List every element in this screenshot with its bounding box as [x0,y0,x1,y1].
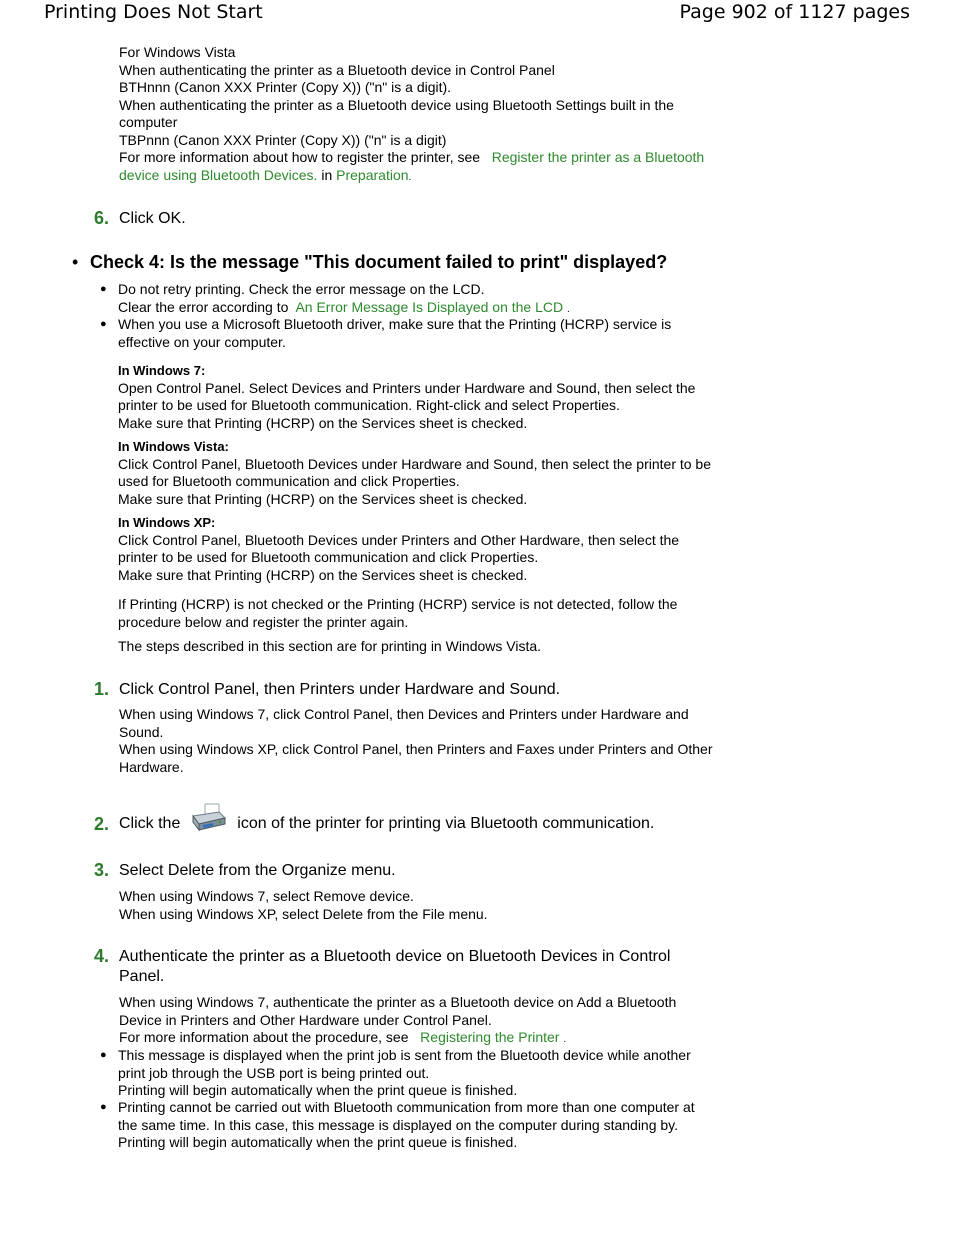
step-number-3: 3. [94,860,110,880]
text-line: BTHnnn (Canon XXX Printer (Copy X)) ("n" is a digit). [119,79,452,95]
text-line: When using Windows XP, select Delete from the File menu. [119,905,488,922]
procedure-text: For more information about the procedure, see [119,1029,409,1045]
text-line: Printing cannot be carried out with Bluetooth communication from more than one computer at [118,1099,695,1115]
text-line: printer to be used for Bluetooth communication. Right-click and select Properties. [118,397,620,413]
text-line: When using Windows 7, authenticate the printer as a Bluetooth device on Add a Bluetooth [119,994,677,1010]
windows-vista-title: In Windows Vista: [118,439,229,454]
step-2-pre: Click the [119,815,181,832]
text-line: When authenticating the printer as a Bluetooth device using Bluetooth Settings built in the [119,96,674,113]
preparation-link[interactable]: Preparation [336,166,409,183]
step-3-text: Select Delete from the Organize menu. [119,862,396,879]
step-number-4: 4. [94,946,110,966]
step-3-details [119,888,739,923]
bullet-item-2 [118,316,738,351]
bullet-dot: ● [100,318,107,330]
windows7-section [118,362,738,432]
bullet-dot: ● [100,283,107,295]
register-printer-link-cont[interactable]: device using Bluetooth Devices. [119,166,318,183]
text-line: Printing will begin automatically when the print queue is finished. [118,1082,518,1098]
bullet-item-3 [118,1047,738,1100]
bullet-dot: ● [100,1049,107,1061]
text-line: This message is displayed when the print job is sent from the Bluetooth device while another [118,1047,691,1063]
text-line: Open Control Panel. Select Devices and Printers under Hardware and Sound, then select the [118,379,696,396]
registering-printer-link[interactable]: Registering the Printer [420,1029,560,1045]
page-title: Printing Does Not Start [44,1,263,23]
text-line: printer to be used for Bluetooth communication and click Properties. [118,549,539,565]
text-line: Click Control Panel, Bluetooth Devices under Printers and Other Hardware, then select the [118,531,680,548]
period: . [567,303,570,315]
text-line: Device in Printers and Other Hardware under Control Panel. [119,1011,492,1028]
bullet-item-4 [118,1099,738,1152]
text-line: the same time. In this case, this message is displayed on the computer during standing by. [118,1116,679,1133]
error-message-link[interactable]: An Error Message Is Displayed on the LCD [295,298,564,315]
step-6-text: Click OK. [119,210,186,227]
printer-icon [189,802,229,834]
windows-xp-section [118,514,738,584]
step-2-text [119,800,654,848]
text-line: Make sure that Printing (HCRP) on the Services sheet is checked. [118,566,528,583]
register-printer-link[interactable]: Register the printer as a Bluetooth [491,149,705,165]
step-1-text: Click Control Panel, then Printers under Hardware and Sound. [119,681,561,698]
clear-error-text: Clear the error according to [118,298,289,315]
text-line: Click Control Panel, Bluetooth Devices under Hardware and Sound, then select the printer to be [118,455,712,472]
text-line: When using Windows 7, select Remove device. [119,888,414,904]
check4-heading: Check 4: Is the message "This document failed to print" displayed? [90,252,668,272]
text-line [119,149,739,167]
period: . [563,1034,567,1045]
text-line: procedure below and register the printer again. [118,613,409,630]
text-line [119,167,739,187]
windows7-title: In Windows 7: [118,363,206,378]
text-line [119,1029,739,1049]
text-line: For Windows Vista [119,44,236,60]
text-line: When using Windows 7, click Control Panel, then Devices and Printers under Hardware and [119,706,689,722]
text-line: When you use a Microsoft Bluetooth driver, make sure that the Printing (HCRP) service is [118,316,672,332]
top-section [119,44,739,186]
bullet-dot: ● [100,1101,107,1113]
text-line: effective on your computer. [118,333,286,350]
text-line: Make sure that Printing (HCRP) on the Services sheet is checked. [118,490,528,507]
text-line: Authenticate the printer as a Bluetooth device on Bluetooth Devices in Control [119,948,671,965]
text-line: Hardware. [119,758,184,775]
step-4-text [119,947,739,987]
windows-vista-section [118,438,738,508]
hcrp-note [118,596,738,631]
text-line: When using Windows XP, click Control Panel, then Printers and Faxes under Printers and Other [119,741,713,757]
text-line: TBPnnn (Canon XXX Printer (Copy X)) ("n" is a digit) [119,131,447,148]
text-line: Panel. [119,968,165,985]
bullet-dot: • [72,252,79,272]
steps-note: The steps described in this section are for printing in Windows Vista. [118,638,542,654]
step-number-2: 2. [94,814,110,834]
period: . [408,171,412,183]
in-text: in [321,166,333,183]
bullet-item-1 [118,281,738,318]
text-line: computer [119,114,178,130]
step-1-details [119,706,739,776]
more-info-text: For more information about how to register the printer, see [119,149,481,165]
text-line: If Printing (HCRP) is not checked or the Printing (HCRP) service is not detected, follow the [118,596,678,612]
text-line: Sound. [119,723,164,740]
text-line: used for Bluetooth communication and click Properties. [118,473,460,489]
text-line: Printing will begin automatically when the print queue is finished. [118,1134,518,1150]
text-line: Do not retry printing. Check the error message on the LCD. [118,281,485,297]
step-number-6: 6. [94,208,110,228]
windows-xp-title: In Windows XP: [118,515,216,530]
text-line: Make sure that Printing (HCRP) on the Services sheet is checked. [118,414,528,431]
text-line: print job through the USB port is being printed out. [118,1064,430,1081]
step-2-post: icon of the printer for printing via Bluetooth communication. [237,815,655,832]
step-4-details [119,994,739,1049]
step-number-1: 1. [94,679,110,699]
page-number: Page 902 of 1127 pages [679,1,910,23]
text-line: When authenticating the printer as a Bluetooth device in Control Panel [119,61,555,78]
